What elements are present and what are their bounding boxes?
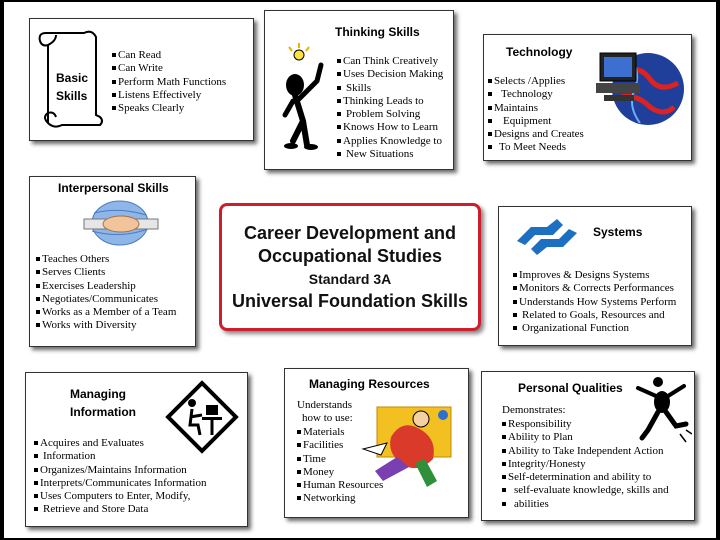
list-item: Networking: [297, 492, 383, 505]
managing-resources-box: [284, 368, 469, 518]
list-item: Facilities: [297, 439, 383, 452]
list-item: Related to Goals, Resources and: [513, 309, 676, 322]
systems-list: [513, 269, 676, 335]
systems-box: [498, 206, 692, 346]
list-item: Negotiates/Communicates: [36, 293, 176, 306]
list-item: Acquires and Evaluates: [34, 437, 206, 450]
list-item: Equipment: [488, 115, 584, 128]
list-item: Serves Clients: [36, 266, 176, 279]
basic-skills-title-1: Basic: [56, 71, 89, 85]
list-item: Ability to Plan: [502, 431, 669, 444]
list-item: Teaches Others: [36, 253, 176, 266]
list-item: Can Write: [112, 62, 226, 75]
computer-globe-icon: [590, 43, 686, 129]
basic-skills-title-2: Skills: [56, 89, 88, 103]
list-item: Uses Computers to Enter, Modify,: [34, 490, 206, 503]
list-item: Can Read: [112, 49, 226, 62]
personal-qualities-list: [502, 418, 669, 511]
list-item: Responsibility: [502, 418, 669, 431]
list-item: Uses Decision Making: [337, 68, 443, 81]
list-item: self-evaluate knowledge, skills and: [502, 484, 669, 497]
managing-resources-intro-1: Understands: [297, 399, 352, 411]
list-item: Works with Diversity: [36, 319, 176, 332]
list-item: Understands How Systems Perform: [513, 296, 676, 309]
juggler-clipart-icon: [357, 397, 457, 489]
systems-hands-icon: [513, 213, 581, 261]
list-item: Improves & Designs Systems: [513, 269, 676, 282]
list-item: Money: [297, 466, 383, 479]
list-item: Selects /Applies: [488, 75, 584, 88]
thinking-skills-box: [264, 10, 454, 170]
managing-resources-title: Managing Resources: [309, 377, 430, 391]
technology-title: Technology: [506, 45, 573, 59]
technology-list: [488, 75, 584, 155]
technology-box: [483, 34, 692, 161]
list-item: Retrieve and Store Data: [34, 503, 206, 516]
list-item: Materials: [297, 426, 383, 439]
center-title-box: [219, 203, 481, 331]
personal-qualities-box: [481, 371, 695, 521]
list-item: Time: [297, 453, 383, 466]
managing-info-title-2: Information: [70, 405, 136, 419]
thinking-skills-list: [337, 55, 443, 161]
basic-skills-box: [29, 18, 254, 141]
list-item: Listens Effectively: [112, 89, 226, 102]
center-title-line-1: Career Development and: [243, 223, 457, 243]
list-item: Applies Knowledge to: [337, 135, 443, 148]
list-item: Problem Solving: [337, 108, 443, 121]
interpersonal-skills-title: Interpersonal Skills: [58, 181, 169, 195]
list-item: Ability to Take Independent Action: [502, 445, 669, 458]
list-item: abilities: [502, 498, 669, 511]
list-item: New Situations: [337, 148, 443, 161]
personal-qualities-intro: Demonstrates:: [502, 404, 566, 416]
managing-information-box: [25, 372, 248, 527]
list-item: Designs and Creates: [488, 128, 584, 141]
basic-skills-list: [112, 49, 226, 115]
list-item: Knows How to Learn: [337, 121, 443, 134]
systems-title: Systems: [593, 225, 643, 239]
list-item: Speaks Clearly: [112, 102, 226, 115]
list-item: Interprets/Communicates Information: [34, 477, 206, 490]
interpersonal-list: [36, 253, 176, 333]
list-item: Integrity/Honesty: [502, 458, 669, 471]
list-item: Information: [34, 450, 206, 463]
managing-info-list: [34, 437, 206, 517]
list-item: Human Resources: [297, 479, 383, 492]
thinking-person-icon: [273, 41, 335, 151]
center-standard: Standard 3A: [308, 271, 392, 287]
list-item: Organizational Function: [513, 322, 676, 335]
list-item: Exercises Leadership: [36, 280, 176, 293]
managing-resources-intro-2: how to use:: [302, 412, 353, 424]
handshake-globe-icon: [80, 197, 164, 249]
center-title-line-2: Occupational Studies: [257, 246, 443, 266]
list-item: Can Think Creatively: [337, 55, 443, 68]
personal-qualities-title: Personal Qualities: [518, 381, 623, 395]
list-item: Works as a Member of a Team: [36, 306, 176, 319]
list-item: Technology: [488, 88, 584, 101]
thinking-skills-title: Thinking Skills: [335, 25, 420, 39]
list-item: Thinking Leads to: [337, 95, 443, 108]
interpersonal-skills-box: [29, 176, 196, 347]
list-item: Self-determination and ability to: [502, 471, 669, 484]
list-item: Perform Math Functions: [112, 76, 226, 89]
list-item: Organizes/Maintains Information: [34, 464, 206, 477]
list-item: Monitors & Corrects Performances: [513, 282, 676, 295]
list-item: Maintains: [488, 102, 584, 115]
managing-info-title-1: Managing: [70, 387, 126, 401]
list-item: To Meet Needs: [488, 141, 584, 154]
list-item: Skills: [337, 82, 443, 95]
center-subtitle: Universal Foundation Skills: [231, 291, 469, 311]
